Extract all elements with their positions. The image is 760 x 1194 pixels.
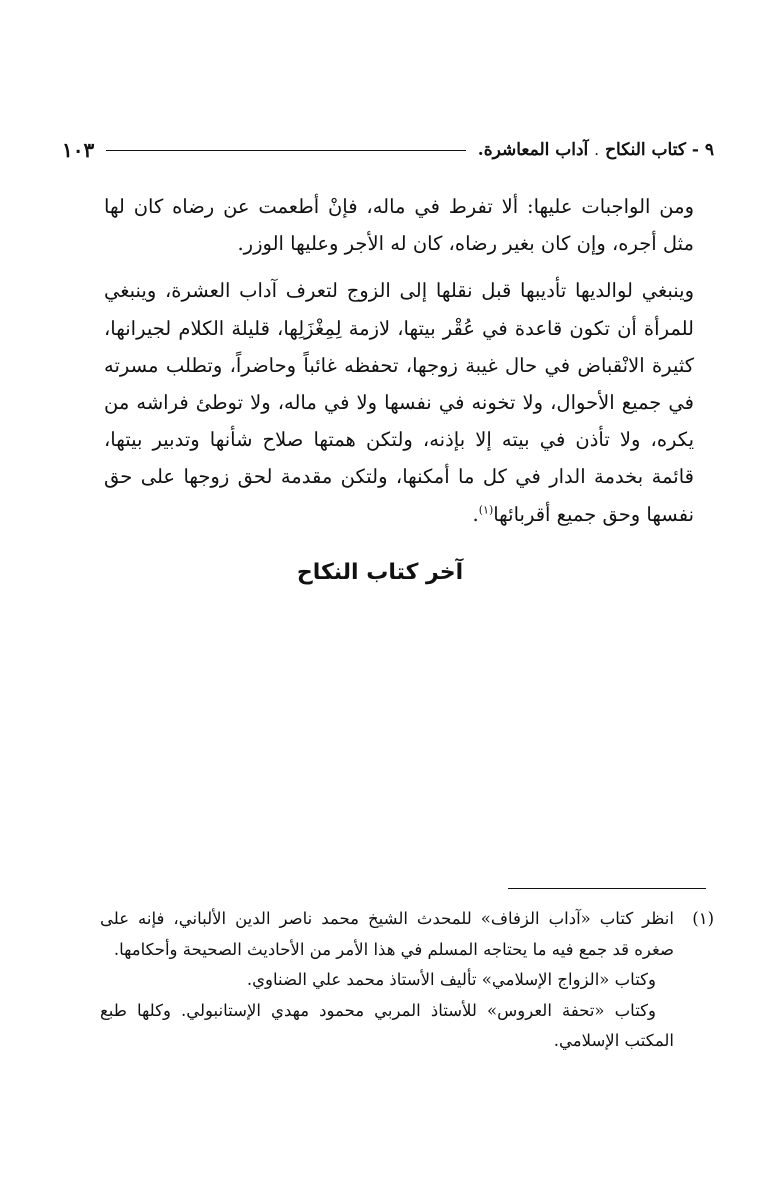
footnote-reference: (١)	[478, 503, 494, 517]
footnote-separator	[508, 888, 706, 889]
paragraph-1: ومن الواجبات عليها: ألا تفرط في ماله، فإنْ أطعمت عن رضاه كان لها مثل أجره، وإن كان بغير رضاه، كان له الأجر وعليها الوزر.	[104, 195, 694, 256]
footnotes	[100, 904, 714, 1057]
footnote-1-line-3	[100, 996, 714, 1057]
footnote-number: (١)	[692, 909, 714, 928]
main-text	[104, 188, 714, 533]
section-title: آداب المعاشرة.	[477, 140, 589, 160]
page-number: ١٠٣	[62, 138, 95, 162]
paragraph-2	[104, 272, 714, 532]
paragraph-2-end: .	[472, 502, 479, 526]
header-rule	[106, 150, 466, 151]
paragraph-2-text: وينبغي لوالديها تأديبها قبل نقلها إلى الزوج لتعرف آداب العشرة، وينبغي للمرأة أن تكون قاعدة في عُقْر بيتها، لازمة لِمِغْزَلِها، قليلة الكلام لجيرانها، كثيرة الانْقباض في حال غيبة زوجها، تحفظه غائباً وحاضراً، وتطلب مسرته في جميع الأحوال، ولا تخونه في نفسها ولا في ماله، ولا توطئ فراشه من يكره، ولا تأذن في بيته إلا بإذنه، ولتكن همتها صلاح شأنها وتدبير بيتها، قائمة بخدمة الدار في كل ما أمكنها، ولتكن مقدمة لحق زوجها على حق نفسها وحق جميع أقربائها	[104, 279, 694, 526]
footnote-1-line-2	[100, 965, 714, 996]
footnote-line-3-text: وكتاب «تحفة العروس» للأستاذ المربي محمود مهدي الإستانبولي. وكلها طبع المكتب الإسلامي.	[100, 1000, 674, 1050]
chapter-title: ٩ - كتاب النكاح	[605, 140, 714, 160]
footnote-line-2-text: وكتاب «الزواج الإسلامي» تأليف الأستاذ محمد علي الضناوي.	[246, 970, 656, 989]
running-header	[62, 134, 714, 166]
footnote-1	[100, 904, 714, 965]
header-separator: .	[594, 141, 600, 159]
footnote-text: انظر كتاب «آداب الزفاف» للمحدث الشيخ محمد ناصر الدين الألباني، فإنه على صغره قد جمع فيه ما يحتاجه المسلم في هذا الأمر من الأحاديث الصحيحة وأحكامها.	[100, 909, 674, 959]
closing-title: آخر كتاب النكاح	[296, 560, 464, 585]
